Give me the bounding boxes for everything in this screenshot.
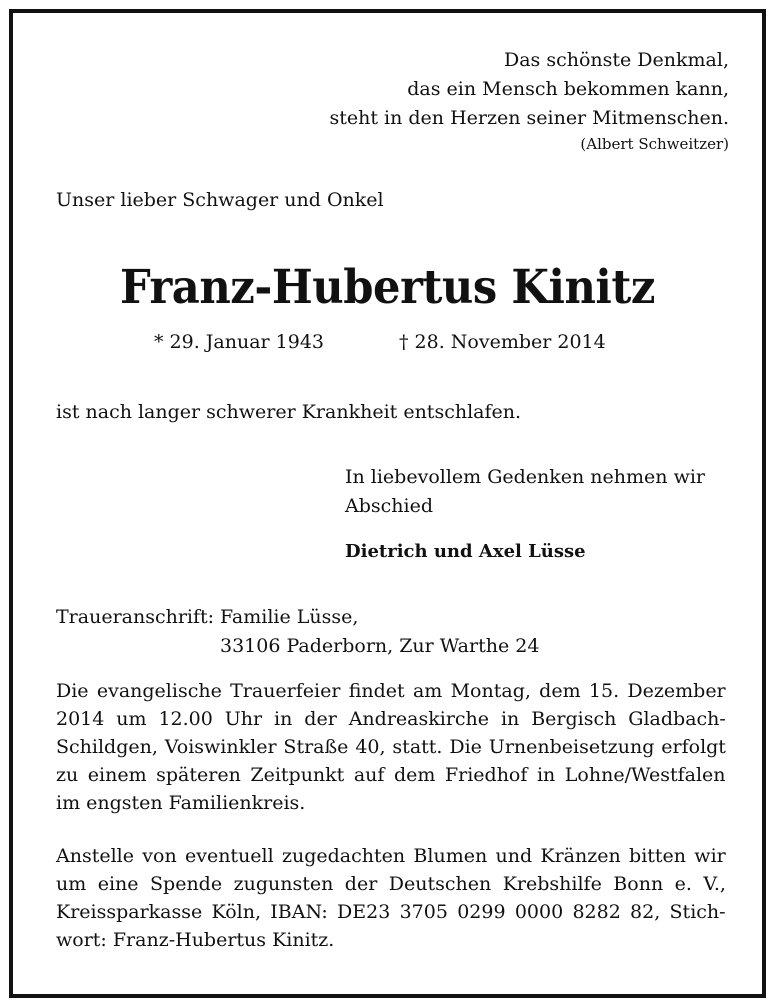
epigraph-line: steht in den Herzen seiner Mitmenschen. <box>329 107 729 129</box>
service-paragraph <box>56 677 726 817</box>
farewell-line: In liebevollem Gedenken nehmen wir <box>345 466 705 488</box>
paragraph-line: Die evangelische Trauerfeier findet am Montag, dem 15. Dezember <box>56 680 726 702</box>
address-line: 33106 Paderborn, Zur Warthe 24 <box>220 635 540 657</box>
deceased-name: Franz-Hubertus Kinitz <box>119 260 656 315</box>
paragraph-line: Anstelle von eventuell zugedachten Blumen und Kränzen bitten wir <box>56 845 726 867</box>
epigraph <box>330 46 730 155</box>
intro-text: Unser lieber Schwager und Onkel <box>56 189 384 211</box>
address-line: Familie Lüsse, <box>220 606 359 628</box>
paragraph-line: Kreissparkasse Köln, IBAN: DE23 3705 0299 0000 8282 82, Stich- <box>56 901 726 923</box>
donation-paragraph <box>56 842 726 954</box>
death-date: † 28. November 2014 <box>399 331 606 353</box>
paragraph-line: 2014 um 12.00 Uhr in der Andreaskirche in Bergisch Gladbach- <box>56 708 726 730</box>
epigraph-line: das ein Mensch bekommen kann, <box>407 78 729 100</box>
birth-date: * 29. Januar 1943 <box>154 331 325 353</box>
paragraph-line: um eine Spende zugunsten der Deutschen Krebshilfe Bonn e. V., <box>56 873 726 895</box>
paragraph-line: wort: Franz-Hubertus Kinitz. <box>56 929 335 951</box>
paragraph-line: zu einem späteren Zeitpunkt auf dem Friedhof in Lohne/Westfalen <box>56 764 726 786</box>
paragraph-line: Schildgen, Voiswinkler Straße 40, statt. Die Urnenbeisetzung erfolgt <box>56 736 726 758</box>
signatories: Dietrich und Axel Lüsse <box>345 541 586 562</box>
announcement-text: ist nach langer schwerer Krankheit entschlafen. <box>56 401 522 423</box>
address-label: Traueranschrift: <box>56 606 215 628</box>
farewell-line: Abschied <box>345 495 433 517</box>
epigraph-line: Das schönste Denkmal, <box>503 49 729 71</box>
epigraph-author: (Albert Schweitzer) <box>580 135 729 153</box>
paragraph-line: im engsten Familienkreis. <box>56 792 306 814</box>
